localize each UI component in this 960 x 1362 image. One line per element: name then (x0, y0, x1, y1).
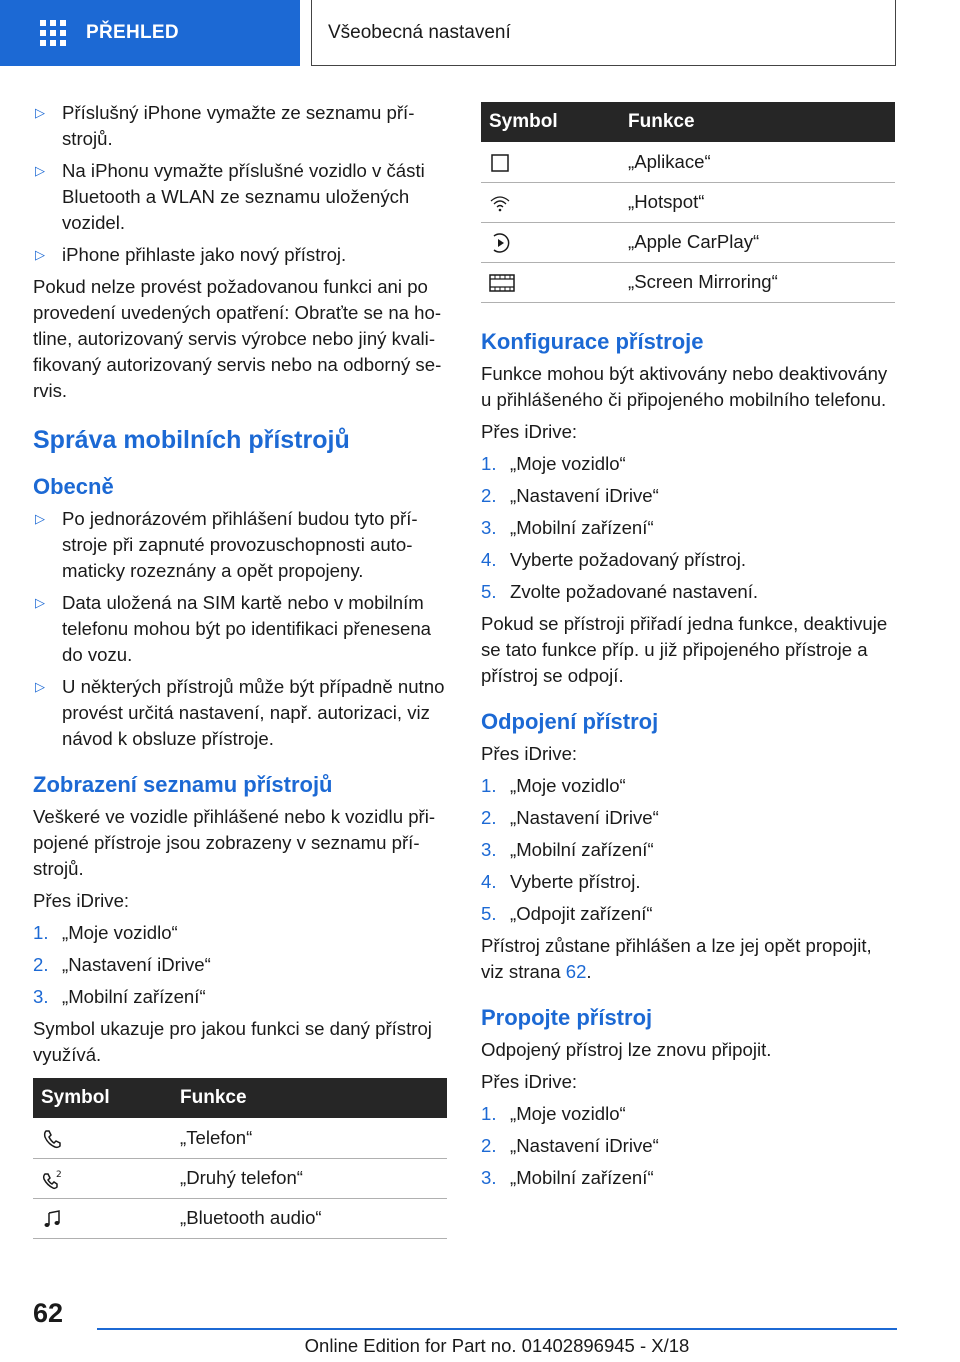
list-item: 3. „Mobilní zařízení“ (481, 516, 654, 538)
bullet-triangle-icon: ▷ (35, 679, 45, 694)
list-item: 2. „Nastavení iDrive“ (481, 806, 659, 828)
heading-device-list: Zobrazení seznamu přístrojů (33, 772, 333, 797)
square-icon (489, 152, 511, 174)
column-header-symbol: Symbol (33, 1078, 180, 1118)
bullet-item: ▷ Data uložená na SIM kartě nebo v mobilním telefonu mohou být po identifikaci přenesena do vozu. (35, 592, 432, 665)
table-row: „Screen Mirroring“ (481, 262, 895, 302)
music-note-icon (41, 1208, 63, 1230)
via-idrive-label: Přes iDrive: (481, 1070, 578, 1092)
footer-edition: Online Edition for Part no. 01402896945 - X/18 (304, 1335, 690, 1356)
symbol-table-left (33, 1078, 447, 1239)
column-header-function: Funkce (180, 1078, 447, 1118)
heading-connect: Propojte přístroj (481, 1004, 653, 1030)
footer-divider (97, 1328, 897, 1330)
list-item: 3. „Mobilní zařízení“ (33, 986, 206, 1007)
list-item: 4. Vyberte přístroj. (481, 870, 641, 892)
column-header-function: Funkce (628, 102, 895, 142)
wifi-icon (489, 192, 511, 214)
paragraph-fail: Pokud nelze provést požadovanou funkci ani po provedení uvedených opatření: Obraťte se na hotline, autorizovaný servis výrobce nebo jiný kvalifikovaný autorizovaný servis nebo na odborný servis. (33, 276, 442, 401)
bullet-item: ▷ Po jednorázovém přihlášení budou tyto přístroje při zapnuté provozuschopnosti automaticky rozeznány a opět propojeny. (35, 508, 418, 581)
symbol-table-right (481, 102, 895, 303)
play-icon (489, 232, 511, 254)
list-item: 5. „Odpojit zařízení“ (481, 902, 653, 924)
list-item: 4. Vyberte požadovaný přístroj. (481, 548, 746, 570)
film-icon (489, 272, 515, 294)
list-item: 2. „Nastavení iDrive“ (481, 1134, 659, 1156)
list-item: 1. „Moje vozidlo“ (481, 1102, 626, 1124)
bullet-triangle-icon: ▷ (35, 595, 45, 610)
table-row: „Bluetooth audio“ (33, 1198, 447, 1238)
bullet-item: ▷ Příslušný iPhone vymažte ze seznamu přístrojů. (35, 102, 415, 149)
heading-general: Obecně (33, 474, 114, 499)
heading-disconnect: Odpojení přístroj (481, 708, 659, 734)
second-phone-icon (41, 1168, 63, 1190)
list-item: 3. „Mobilní zařízení“ (481, 1166, 654, 1188)
bullet-item: ▷ Na iPhonu vymažte příslušné vozidlo v části Bluetooth a WLAN ze seznamu uložených vozidel. (35, 160, 425, 233)
bullet-item: ▷ iPhone přihlaste jako nový přístroj. (33, 242, 447, 268)
steps-device-list (33, 920, 447, 1010)
bullet-triangle-icon: ▷ (35, 105, 45, 120)
list-item: 5. Zvolte požadované nastavení. (481, 580, 759, 602)
list-item: 1. „Moje vozidlo“ (33, 922, 178, 943)
steps-configuration (481, 451, 895, 605)
table-row: „Apple CarPlay“ (481, 222, 895, 262)
paragraph-list: Veškeré ve vozidle přihlášené nebo k vozidlu připojené přístroje jsou zobrazeny v seznamu přístrojů. (33, 806, 436, 879)
paragraph-remains: Přístroj zůstane přihlášen a lze jej opět propojit, viz strana 62. (481, 934, 872, 982)
list-item: 1. „Moje vozidlo“ (481, 774, 626, 796)
list-item: 2. „Nastavení iDrive“ (481, 484, 659, 506)
paragraph-symbol: Symbol ukazuje pro jakou funkci se daný přístroj využívá. (33, 1018, 432, 1065)
via-idrive-label: Přes iDrive: (33, 890, 130, 911)
overview-nav-button[interactable] (0, 0, 300, 66)
heading-configuration: Konfigurace přístroje (481, 328, 704, 354)
paragraph-connect: Odpojený přístroj lze znovu připojit. (481, 1038, 772, 1060)
table-row: „Aplikace“ (481, 142, 895, 182)
table-row: 2 „Druhý telefon“ (33, 1158, 447, 1198)
overview-nav-label: PŘEHLED (86, 22, 179, 43)
table-row: „Hotspot“ (481, 182, 895, 222)
right-column (481, 102, 895, 1197)
via-idrive-label: Přes iDrive: (481, 742, 578, 764)
grid-menu-icon (40, 20, 66, 46)
breadcrumb[interactable] (311, 0, 896, 66)
bullet-triangle-icon: ▷ (35, 247, 45, 262)
paragraph-assign: Pokud se přístroji přiřadí jedna funkce, deaktivuje se tato funkce příp. u již připojeného přístroje a přístroj se odpojí. (481, 612, 888, 686)
steps-disconnect (481, 773, 895, 927)
breadcrumb-label: Všeobecná nastavení (328, 21, 511, 43)
list-item: 1. „Moje vozidlo“ (481, 452, 626, 474)
list-item: 3. „Mobilní zařízení“ (481, 838, 654, 860)
page-number: 62 (33, 1298, 64, 1328)
via-idrive-label: Přes iDrive: (481, 420, 578, 442)
top-bar (0, 0, 960, 66)
left-column (33, 100, 447, 1239)
bullet-triangle-icon: ▷ (35, 163, 45, 178)
phone-icon (41, 1128, 63, 1150)
bullet-item: ▷ U některých přístrojů může být případně nutno provést určitá nastavení, např. autorizaci, viz návod k obsluze přístroje. (35, 676, 445, 749)
svg-text:2: 2 (56, 1170, 62, 1181)
steps-connect (481, 1101, 895, 1191)
page-reference-link[interactable]: 62 (565, 960, 587, 982)
paragraph-config: Funkce mohou být aktivovány nebo deaktivovány u přihlášeného či připojeného mobilního telefonu. (481, 362, 888, 410)
list-item: 2. „Nastavení iDrive“ (33, 954, 211, 975)
table-row: „Telefon“ (33, 1118, 447, 1158)
column-header-symbol: Symbol (481, 102, 628, 142)
bullet-triangle-icon: ▷ (35, 511, 45, 526)
heading-manage-devices: Správa mobilních přístrojů (33, 426, 350, 454)
